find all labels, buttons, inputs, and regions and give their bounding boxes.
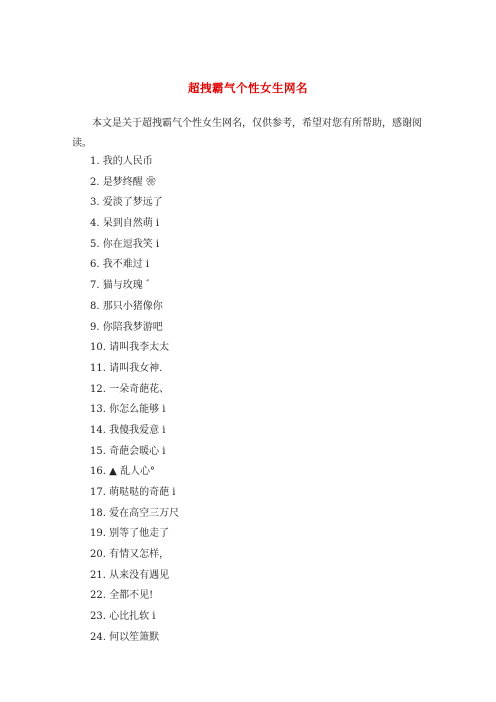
list-item: 23. 心比扎软 i bbox=[90, 611, 156, 623]
list-item: 1. 我的人民币 bbox=[90, 156, 153, 167]
list-item: 13. 你怎么能够 i bbox=[90, 404, 166, 416]
list-item: 6. 我不难过 i bbox=[90, 259, 150, 271]
list-item: 4. 呆到自然萌 i bbox=[90, 218, 160, 230]
list-item: 17. 萌哒哒的奇葩 i bbox=[90, 487, 176, 498]
list-item: 3. 爱淡了梦远了 bbox=[90, 197, 163, 209]
list-item: 9. 你陪我梦游吧 bbox=[90, 321, 163, 333]
document-title: 超拽霸气个性女生网名 bbox=[188, 81, 308, 95]
list-item: 19. 别等了他走了 bbox=[90, 528, 170, 540]
list-item: 5. 你在逗我笑 i bbox=[90, 238, 160, 250]
list-item: 18. 爱在高空三万尺 bbox=[90, 507, 180, 519]
list-item: 21. 从来没有遇见 bbox=[90, 569, 170, 581]
list-item: 2. 是梦终醒 ❀ bbox=[90, 176, 156, 188]
list-item: 24. 何以笙箫默 bbox=[90, 631, 160, 643]
list-item: 22. 全都不见! bbox=[90, 590, 154, 602]
list-item: 8. 那只小猪像你 bbox=[90, 300, 163, 312]
list-item: 12. 一朵奇葩花、 bbox=[90, 383, 170, 395]
list-item: 20. 有情又怎样， bbox=[90, 549, 170, 561]
list-item: 7. 猫与玫瑰 ゛ bbox=[90, 280, 156, 292]
list-item: 10. 请叫我李太太 bbox=[90, 342, 170, 354]
intro-paragraph: 本文是关于超拽霸气个性女生网名，仅供参考，希望对您有所帮助，感谢阅读。 bbox=[72, 118, 422, 149]
list-item: 14. 我傻我爱意 i bbox=[90, 424, 166, 436]
list-item: 11. 请叫我女神. bbox=[90, 362, 163, 374]
list-item: 15. 奇葩会暖心 i bbox=[90, 445, 166, 457]
nickname-list bbox=[90, 152, 179, 649]
list-item: 16. ▲ 乱人心° bbox=[90, 466, 155, 478]
